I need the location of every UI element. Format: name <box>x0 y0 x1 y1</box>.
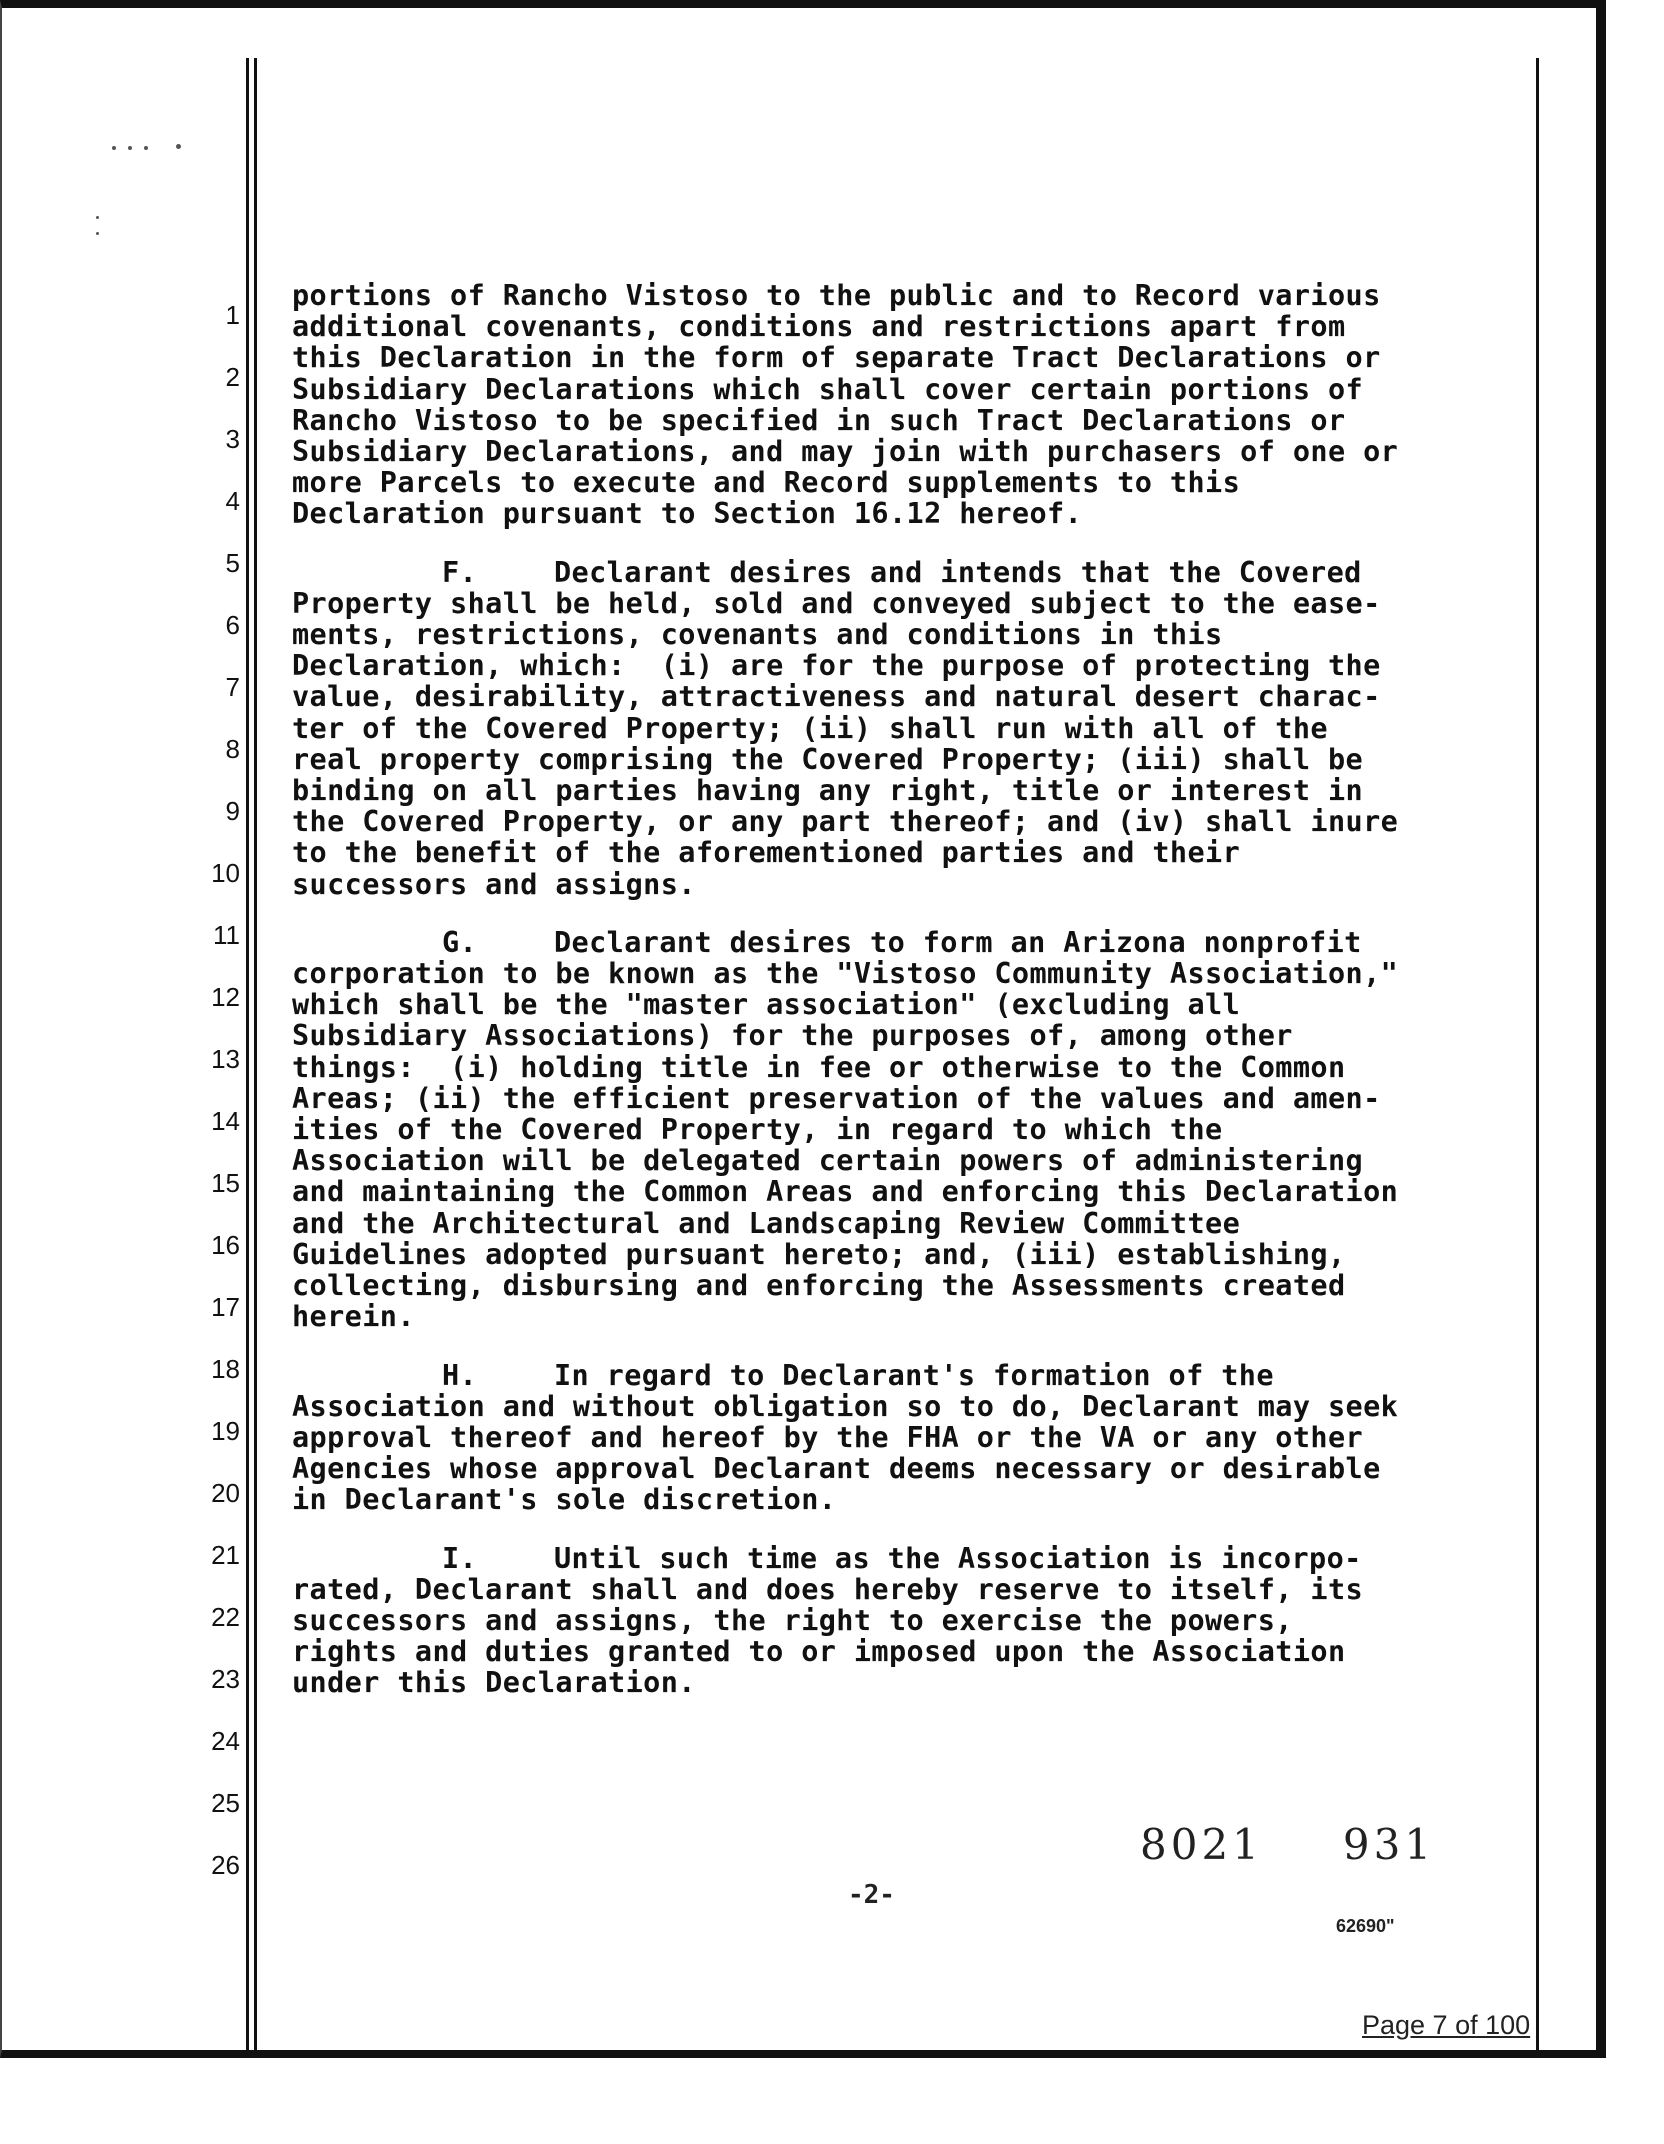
paragraph-lead-text: Declarant desires to form an Arizona nonprofit <box>554 925 1362 959</box>
line-number: 13 <box>211 1044 240 1074</box>
text-line: ter of the Covered Property; (ii) shall run with all of the <box>292 711 1328 745</box>
text-line: real property comprising the Covered Property; (iii) shall be <box>292 742 1364 776</box>
line-number: 21 <box>211 1540 240 1570</box>
text-line: Declaration, which: (i) are for the purpose of protecting the <box>292 649 1381 683</box>
declaration-body <box>292 280 1492 1726</box>
text-line: more Parcels to execute and Record supplements to this <box>292 466 1241 500</box>
line-number: 3 <box>225 424 240 454</box>
text-line: successors and assigns. <box>292 867 696 901</box>
text-line: ments, restrictions, covenants and conditions in this <box>292 618 1223 652</box>
paragraph-lead-line <box>292 1543 1492 1574</box>
text-line: Subsidiary Declarations, and may join with purchasers of one or <box>292 435 1399 469</box>
line-number: 24 <box>211 1726 240 1756</box>
line-number: 26 <box>211 1850 240 1880</box>
right-margin-rule <box>1536 58 1539 2056</box>
text-line: and maintaining the Common Areas and enforcing this Declaration <box>292 1175 1399 1209</box>
text-line: collecting, disbursing and enforcing the Assessments created <box>292 1269 1346 1303</box>
text-line: Declaration pursuant to Section 16.12 hereof. <box>292 497 1083 531</box>
line-number: 9 <box>225 796 240 826</box>
line-number: 18 <box>211 1354 240 1384</box>
line-number: 23 <box>211 1664 240 1694</box>
paragraph-G <box>292 927 1492 1333</box>
text-line: and the Architectural and Landscaping Review Committee <box>292 1206 1241 1240</box>
line-number: 10 <box>211 858 240 888</box>
paragraph-lead-line <box>292 557 1492 588</box>
page-number: -2- <box>848 1880 895 1910</box>
line-number: 7 <box>225 672 240 702</box>
line-number: 14 <box>211 1106 240 1136</box>
scan-speck <box>96 216 99 219</box>
scan-speck <box>144 146 148 150</box>
scan-speck <box>112 146 116 150</box>
recording-docket: 8021 <box>1140 1820 1263 1869</box>
left-margin-rule-inner <box>254 58 257 2056</box>
text-line: value, desirability, attractiveness and natural desert charac- <box>292 680 1381 714</box>
paragraph-lead-line <box>292 927 1492 958</box>
text-line: Subsidiary Associations) for the purposes of, among other <box>292 1019 1293 1053</box>
text-line: under this Declaration. <box>292 1666 696 1700</box>
line-number: 6 <box>225 610 240 640</box>
text-line: rights and duties granted to or imposed upon the Association <box>292 1635 1346 1669</box>
scan-speck <box>96 232 99 235</box>
text-line: which shall be the "master association" (excluding all <box>292 988 1241 1022</box>
paragraph-letter: H. <box>442 1358 478 1392</box>
paragraph-H <box>292 1360 1492 1516</box>
text-line: binding on all parties having any right, title or interest in <box>292 774 1364 808</box>
line-number: 8 <box>225 734 240 764</box>
line-number: 2 <box>225 362 240 392</box>
paragraph-letter: F. <box>442 555 478 589</box>
text-line: in Declarant's sole discretion. <box>292 1483 837 1517</box>
text-line: ities of the Covered Property, in regard to which the <box>292 1113 1223 1147</box>
text-line: the Covered Property, or any part thereof; and (iv) shall inure <box>292 805 1399 839</box>
text-line: to the benefit of the aforementioned parties and their <box>292 836 1241 870</box>
text-line: corporation to be known as the "Vistoso Community Association," <box>292 957 1399 991</box>
paragraph-lead-line <box>292 1360 1492 1391</box>
line-number: 12 <box>211 982 240 1012</box>
paragraph-lead-text: Declarant desires and intends that the Covered <box>554 555 1362 589</box>
line-number: 22 <box>211 1602 240 1632</box>
text-line: Agencies whose approval Declarant deems necessary or desirable <box>292 1452 1381 1486</box>
line-number: 20 <box>211 1478 240 1508</box>
text-line: rated, Declarant shall and does hereby reserve to itself, its <box>292 1572 1364 1606</box>
text-line: Property shall be held, sold and conveyed subject to the ease- <box>292 586 1381 620</box>
line-number: 19 <box>211 1416 240 1446</box>
scan-speck <box>128 146 132 150</box>
text-line: portions of Rancho Vistoso to the public and to Record various <box>292 279 1381 312</box>
text-line: Areas; (ii) the efficient preservation of the values and amen- <box>292 1081 1381 1115</box>
paragraph-lead-text: Until such time as the Association is incorpo- <box>554 1541 1362 1575</box>
line-number: 15 <box>211 1168 240 1198</box>
text-line: herein. <box>292 1300 415 1334</box>
paragraph-continuation <box>292 280 1492 530</box>
paragraph-F <box>292 557 1492 900</box>
page-counter: Page 7 of 100 <box>1362 2010 1531 2040</box>
text-line: Subsidiary Declarations which shall cover certain portions of <box>292 372 1364 406</box>
text-line: Association will be delegated certain powers of administering <box>292 1144 1364 1178</box>
recording-page: 931 <box>1342 1820 1436 1869</box>
text-line: additional covenants, conditions and restrictions apart from <box>292 310 1346 344</box>
line-number: 17 <box>211 1292 240 1322</box>
document-code: 62690" <box>1336 1916 1395 1936</box>
text-line: Guidelines adopted pursuant hereto; and, (iii) establishing, <box>292 1237 1346 1271</box>
text-line: this Declaration in the form of separate Tract Declarations or <box>292 341 1381 375</box>
line-number: 11 <box>213 920 240 950</box>
text-line: Association and without obligation so to do, Declarant may seek <box>292 1389 1399 1423</box>
line-number: 4 <box>225 486 240 516</box>
text-line: approval thereof and hereof by the FHA or the VA or any other <box>292 1420 1364 1454</box>
line-number: 25 <box>211 1788 240 1818</box>
paragraph-I <box>292 1543 1492 1699</box>
recording-stamp <box>1140 1820 1435 1869</box>
text-line: Rancho Vistoso to be specified in such Tract Declarations or <box>292 403 1346 437</box>
paragraph-letter: G. <box>442 925 478 959</box>
line-number: 1 <box>225 300 240 330</box>
paragraph-letter: I. <box>442 1541 478 1575</box>
scan-speck <box>176 144 181 149</box>
paragraph-lead-text: In regard to Declarant's formation of the <box>554 1358 1274 1392</box>
text-line: successors and assigns, the right to exercise the powers, <box>292 1603 1293 1637</box>
line-number: 16 <box>211 1230 240 1260</box>
left-margin-rule <box>246 58 249 2056</box>
line-number: 5 <box>225 548 240 578</box>
text-line: things: (i) holding title in fee or otherwise to the Common <box>292 1050 1346 1084</box>
